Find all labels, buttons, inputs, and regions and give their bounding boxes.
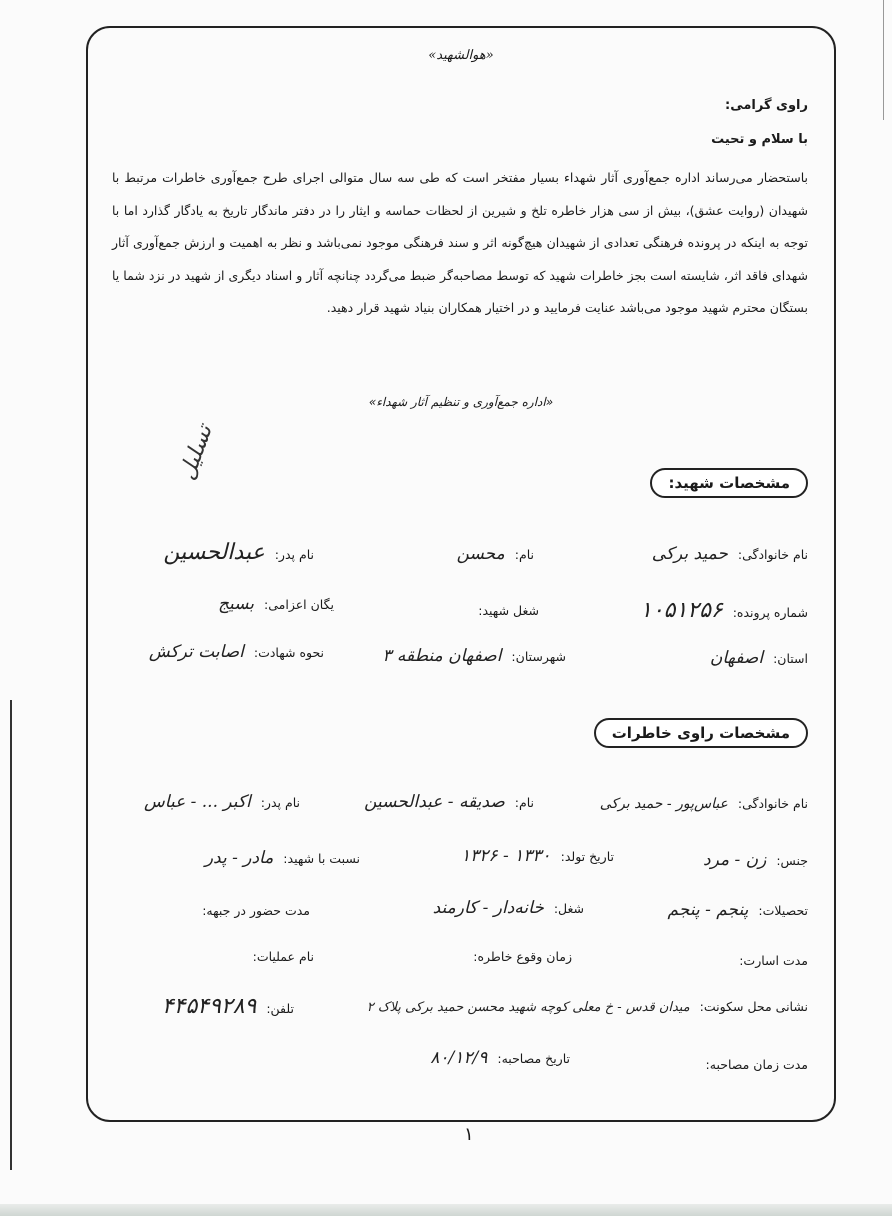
section-title-narrator: مشخصات راوی خاطرات — [594, 718, 808, 748]
field-label: نام: — [514, 547, 534, 562]
field-value: صدیقه - عبدالحسین — [364, 792, 505, 812]
field-label: نام خانوادگی: — [737, 547, 808, 562]
handwritten-margin-note: تسلیل — [174, 421, 218, 484]
field-value: میدان قدس - خ معلی کوچه شهید محسن حمید برکی پلاک ۲ — [366, 1000, 690, 1015]
page-number: ۱ — [464, 1124, 474, 1145]
narrator-father-name-field[interactable] — [144, 792, 300, 812]
field-label: نام پدر: — [260, 795, 300, 810]
field-label: نام عملیات: — [252, 949, 314, 964]
field-label: یگان اعزامی: — [264, 597, 334, 612]
form-frame — [86, 26, 836, 1122]
field-label: شهرستان: — [511, 649, 566, 664]
salutation: راوی گرامی: — [725, 98, 808, 113]
field-label: شماره پرونده: — [732, 605, 808, 620]
office-signature: «اداره جمع‌آوری و تنظیم آثار شهداء» — [368, 395, 554, 409]
narrator-interview-duration-field[interactable] — [700, 1054, 808, 1074]
field-value: حمید برکی — [651, 544, 728, 564]
scan-edge — [0, 1204, 892, 1216]
narrator-captivity-field[interactable] — [733, 950, 808, 970]
field-label: نحوه شهادت: — [253, 645, 324, 660]
field-value: پنجم - پنجم — [667, 900, 749, 920]
scan-margin-mark — [883, 0, 884, 120]
field-label: جنس: — [776, 853, 808, 868]
field-label: نام: — [514, 795, 534, 810]
narrator-phone-field[interactable] — [162, 994, 294, 1019]
narrator-address-field[interactable] — [288, 998, 808, 1017]
field-value: خانه‌دار - کارمند — [432, 898, 544, 918]
field-label: مدت زمان مصاحبه: — [705, 1057, 808, 1072]
field-label: مدت اسارت: — [739, 953, 808, 968]
field-label: تاریخ مصاحبه: — [497, 1051, 570, 1066]
martyr-occupation-field[interactable] — [472, 600, 539, 620]
narrator-front-duration-field[interactable] — [196, 900, 310, 920]
martyr-martyrdom-manner-field[interactable] — [149, 642, 324, 662]
martyr-unit-field[interactable] — [218, 594, 334, 614]
field-label: نام پدر: — [274, 547, 314, 562]
field-label: استان: — [773, 651, 808, 666]
field-label: تاریخ تولد: — [560, 849, 614, 864]
narrator-memory-time-field[interactable] — [467, 946, 572, 966]
field-label: مدت حضور در جبهه: — [202, 903, 310, 918]
martyr-family-name-field[interactable] — [652, 544, 808, 564]
intro-paragraph: باستحضار می‌رساند اداره جمع‌آوری آثار شهداء بسیار مفتخر است که طی سه سال متوالی اجرای طرح جمع‌آوری خاطرات مرتبط با شهیدان (روایت عشق)، بیش از سی هزار خاطره تلخ و شیرین از لحظات حماسه و ایثار را در دفتر ماندگار تاریخ به یادگار گذارد اما با توجه به اینکه در پرونده فرهنگی تعدادی از شهیدان هیچ‌گونه اثر و سند فرهنگی موجود نمی‌باشد و نظر به اهمیت و ارزش جمع‌آوری آثار شهدای فاقد اثر، شایسته است بجز خاطرات شهید که توسط مصاحبه‌گر ضبط می‌گردد چنانچه آثار و اسناد دیگری از شهید در نزد شما یا بستگان محترم شهید موجود می‌باشد عنایت فرمایید و در اختیار همکاران بنیاد شهید قرار دهید. — [112, 170, 808, 315]
field-value: ۸۰/۱۲/۹ — [430, 1048, 488, 1068]
field-value: بسیج — [218, 594, 255, 614]
field-value: اصفهان منطقه ۳ — [382, 646, 502, 666]
narrator-education-field[interactable] — [668, 900, 808, 920]
martyr-city-field[interactable] — [382, 646, 566, 666]
field-value: ۴۴۵۴۹۲۸۹ — [161, 994, 257, 1019]
field-value: محسن — [456, 544, 505, 564]
narrator-operation-field[interactable] — [247, 946, 314, 966]
field-value: عباس‌پور - حمید برکی — [599, 796, 728, 812]
field-value: عبدالحسین — [163, 540, 265, 565]
narrator-occupation-field[interactable] — [433, 898, 584, 918]
field-value: ۱۳۳۰ - ۱۳۲۶ — [461, 846, 551, 866]
narrator-gender-field[interactable] — [703, 850, 808, 870]
field-value: اکبر ... - عباس — [144, 792, 251, 812]
narrator-first-name-field[interactable] — [364, 792, 534, 812]
narrator-interview-date-field[interactable] — [430, 1048, 570, 1068]
field-label: تحصیلات: — [758, 903, 808, 918]
field-label: نسبت با شهید: — [283, 851, 360, 866]
field-value: ۱۰۵۱۲۵۶ — [640, 598, 723, 623]
field-value: اصابت ترکش — [148, 642, 244, 662]
section-title-martyr: مشخصات شهید: — [650, 468, 808, 498]
field-label: تلفن: — [266, 1001, 294, 1016]
field-label: نشانی محل سکونت: — [699, 999, 808, 1014]
field-value: اصفهان — [709, 648, 764, 668]
martyr-province-field[interactable] — [710, 648, 808, 668]
martyr-father-name-field[interactable] — [163, 540, 314, 565]
field-label: زمان وقوع خاطره: — [473, 949, 572, 964]
scan-margin-mark — [10, 700, 12, 1170]
document-header: «هوالشهید» — [428, 48, 494, 63]
martyr-first-name-field[interactable] — [457, 544, 534, 564]
field-label: شغل شهید: — [478, 603, 539, 618]
narrator-family-name-field[interactable] — [600, 796, 808, 812]
martyr-file-number-field[interactable] — [640, 598, 808, 623]
field-value: زن - مرد — [703, 850, 767, 870]
narrator-birth-date-field[interactable] — [461, 846, 614, 866]
field-label: نام خانوادگی: — [737, 796, 808, 811]
field-value: مادر - پدر — [204, 848, 274, 868]
narrator-relation-field[interactable] — [205, 848, 360, 868]
field-label: شغل: — [553, 901, 584, 916]
greeting: با سلام و تحیت — [711, 132, 808, 147]
